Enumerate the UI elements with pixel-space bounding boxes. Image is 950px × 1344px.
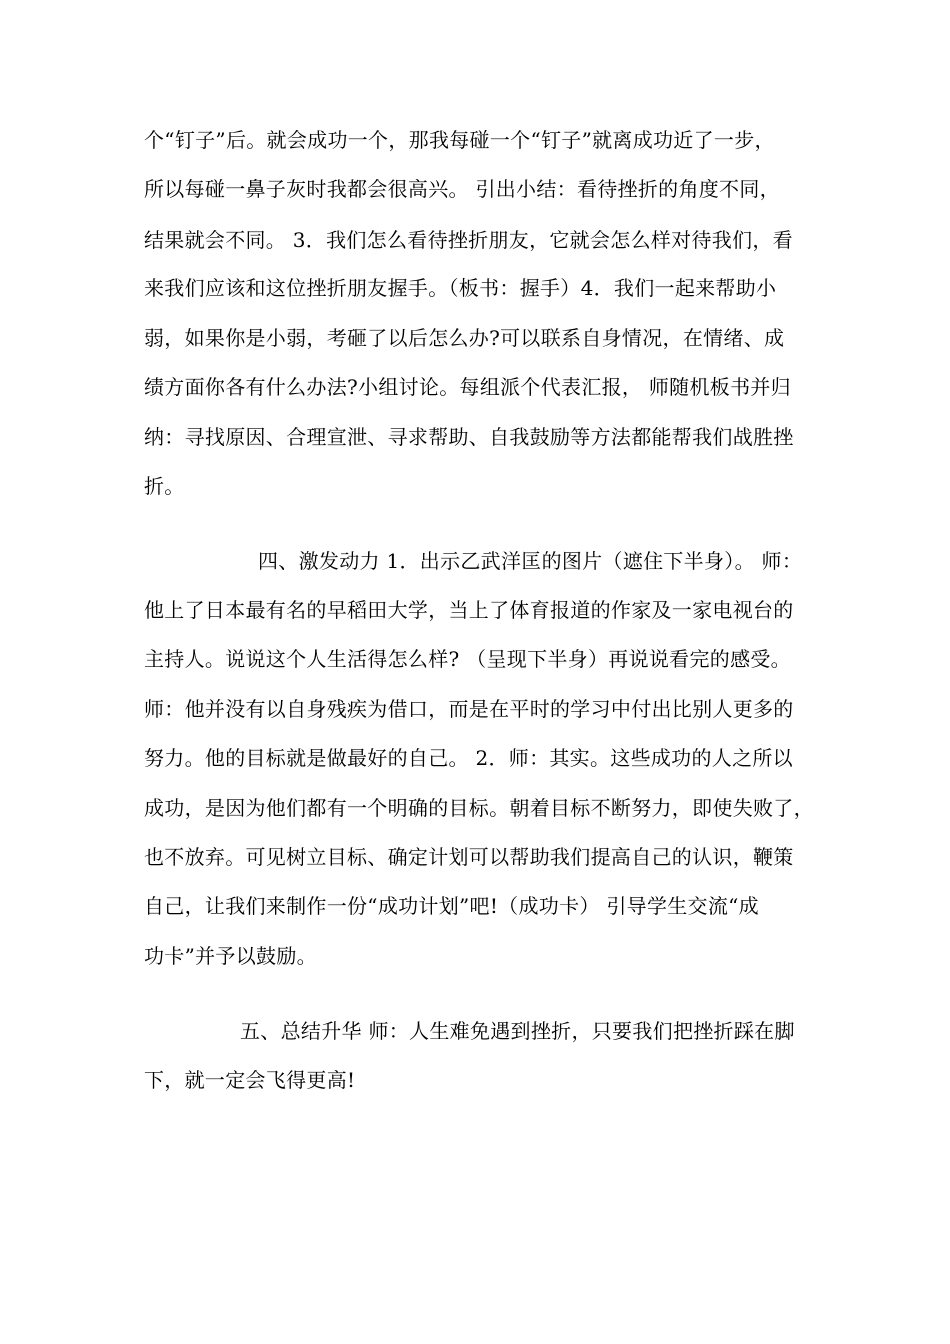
text-line: 师：他并没有以自身残疾为借口，而是在平时的学习中付出比别人更多的 [144,697,794,721]
text-line: 成功，是因为他们都有一个明确的目标。朝着目标不断努力，即使失败了， [144,796,814,820]
section-heading-line: 五、总结升华 师：人生难免遇到挫折，只要我们把挫折踩在脚 [240,1019,795,1043]
text-line: 纳：寻找原因、合理宣泄、寻求帮助、自我鼓励等方法都能帮我们战胜挫 [144,425,794,449]
text-line: 功卡”并予以鼓励。 [144,944,317,968]
text-line: 个“钉子”后。就会成功一个，那我每碰一个“钉子”就离成功近了一步， [144,128,775,152]
text-line: 来我们应该和这位挫折朋友握手。（板书：握手）4．我们一起来帮助小 [144,276,777,300]
text-line: 下，就一定会飞得更高! [144,1068,356,1092]
text-line: 结果就会不同。 3．我们怎么看待挫折朋友，它就会怎么样对待我们，看 [144,228,793,252]
text-line: 也不放弃。可见树立目标、确定计划可以帮助我们提高自己的认识，鞭策 [144,845,794,869]
text-line: 折。 [144,474,185,498]
text-line: 他上了日本最有名的早稻田大学，当上了体育报道的作家及一家电视台的 [144,598,794,622]
text-line: 所以每碰一鼻子灰时我都会很高兴。 引出小结：看待挫折的角度不同， [144,177,780,201]
text-line: 绩方面你各有什么办法?小组讨论。每组派个代表汇报， 师随机板书并归 [144,375,791,399]
section-heading-line: 四、激发动力 1．出示乙武洋匡的图片（遮住下半身）。 师： [258,549,803,573]
text-line: 自己，让我们来制作一份“成功计划”吧!（成功卡） 引导学生交流“成 [144,894,759,918]
text-line: 努力。他的目标就是做最好的自己。 2．师：其实。这些成功的人之所以 [144,746,793,770]
text-line: 主持人。说说这个人生活得怎么样? （呈现下半身）再说说看完的感受。 [144,647,791,671]
text-line: 弱，如果你是小弱，考砸了以后怎么办?可以联系自身情况，在情绪、成 [144,326,785,350]
